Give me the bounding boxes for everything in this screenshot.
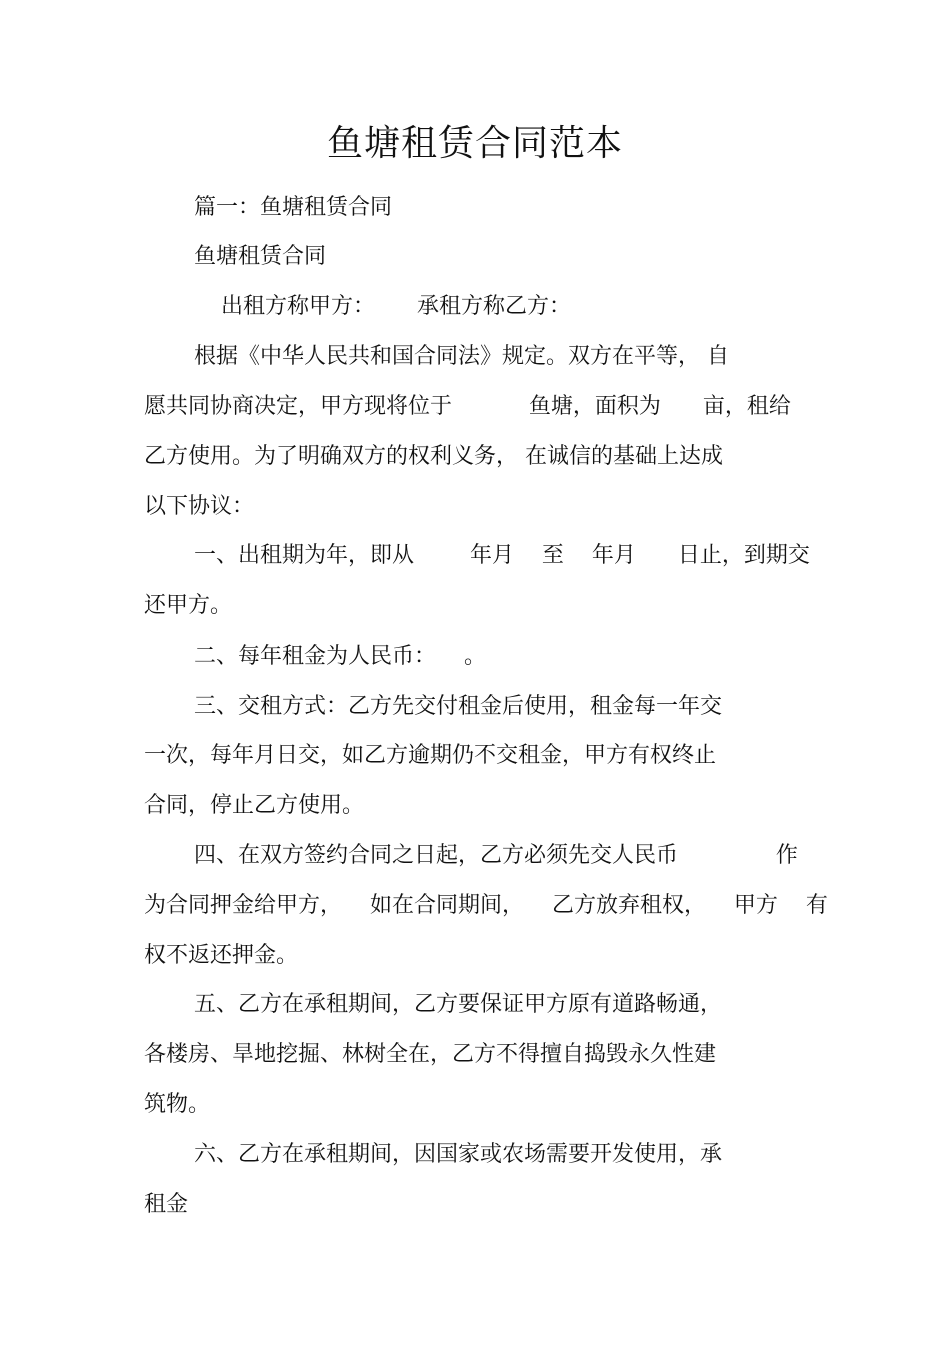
clause-6-line: 租金 bbox=[144, 1192, 189, 1217]
paragraph-line: 愿共同协商决定，甲方现将位于 鱼塘，面积为 亩，租给 bbox=[144, 394, 791, 419]
clause-3-line: 一次，每年月日交，如乙方逾期仍不交租金，甲方有权终止 bbox=[144, 743, 717, 768]
clause-4-line: 为合同押金给甲方， 如在合同期间， 乙方放弃租权， 甲方 有 bbox=[144, 893, 828, 918]
clause-5-line: 五、乙方在承租期间，乙方要保证甲方原有道路畅通， bbox=[194, 992, 723, 1017]
paragraph-line: 乙方使用。为了明确双方的权利义务， 在诚信的基础上达成 bbox=[144, 444, 723, 469]
clause-1-line: 还甲方。 bbox=[144, 593, 233, 618]
paragraph-line: 根据《中华人民共和国合同法》规定。双方在平等， 自 bbox=[194, 344, 729, 369]
clause-3-line: 合同，停止乙方使用。 bbox=[144, 793, 365, 818]
paragraph-line: 以下协议： bbox=[144, 494, 255, 519]
document-title: 鱼塘租赁合同范本 bbox=[326, 123, 623, 164]
parties-line: 出租方称甲方： 承租方称乙方： bbox=[221, 294, 571, 319]
section-heading: 篇一：鱼塘租赁合同 bbox=[194, 195, 393, 220]
clause-5-line: 筑物。 bbox=[144, 1092, 211, 1117]
clause-4-line: 权不返还押金。 bbox=[144, 943, 299, 968]
clause-2-line: 二、每年租金为人民币： 。 bbox=[194, 644, 486, 669]
clause-6-line: 六、乙方在承租期间，因国家或农场需要开发使用，承 bbox=[194, 1142, 723, 1167]
clause-3-line: 三、交租方式：乙方先交付租金后使用，租金每一年交 bbox=[194, 694, 723, 719]
clause-4-line: 四、在双方签约合同之日起，乙方必须先交人民币 作 bbox=[194, 843, 798, 868]
contract-name: 鱼塘租赁合同 bbox=[194, 244, 327, 269]
clause-1-line: 一、出租期为年，即从 年月 至 年月 日止，到期交 bbox=[194, 543, 810, 568]
clause-5-line: 各楼房、旱地挖掘、林树全在，乙方不得擅自捣毁永久性建 bbox=[144, 1042, 717, 1067]
